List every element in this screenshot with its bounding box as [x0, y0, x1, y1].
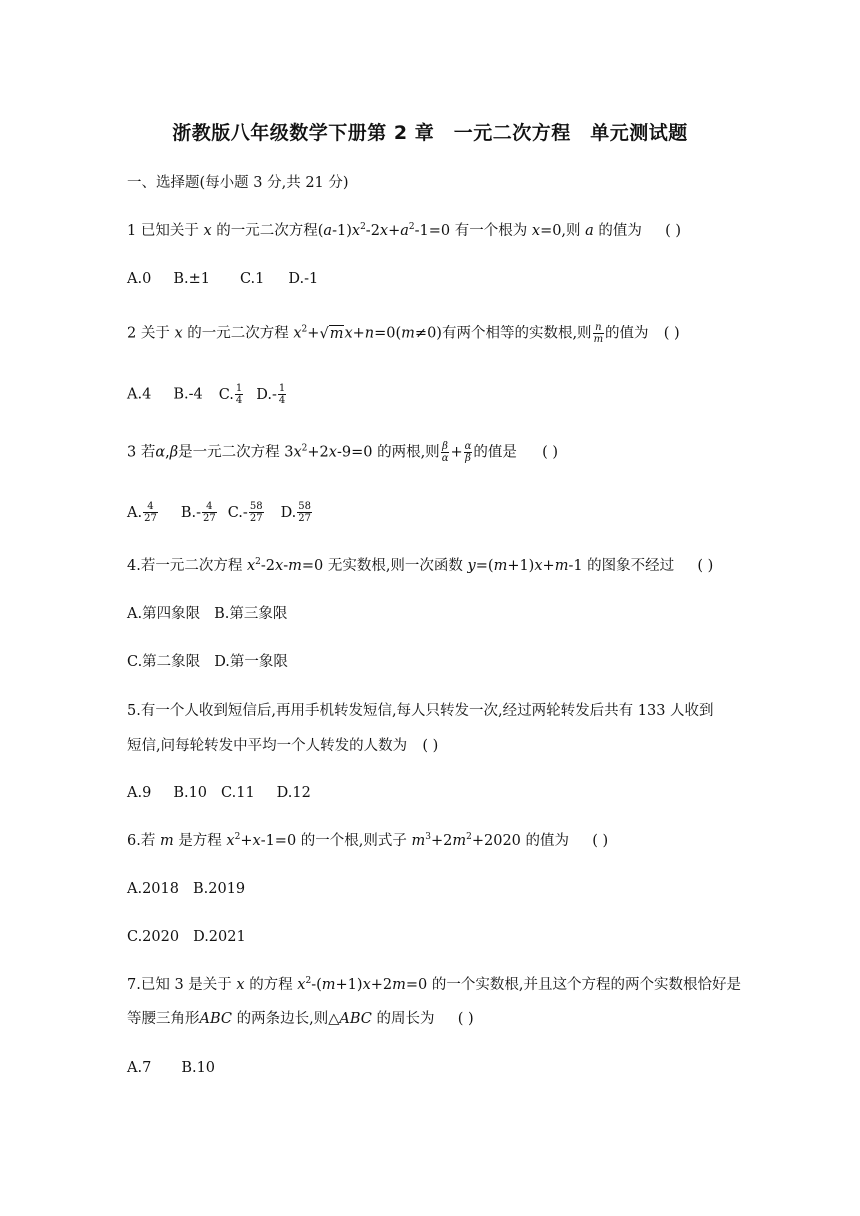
fraction-alpha-over-beta: $\frac{\alpha}{\beta}$ — [464, 441, 472, 464]
answer-paren: ( ) — [422, 738, 439, 754]
section-heading: 一、选择题(每小题 3 分,共 21 分) — [127, 175, 349, 191]
option-b: B.第三象限 — [214, 606, 288, 622]
question-7-line1: 7.已知 3 是关于 x 的方程 $x^2-(m+1)x+2m=0$ 的一个实数根,并且这个方程的两个实数根恰好是 — [127, 976, 741, 993]
answer-paren: ( ) — [457, 1011, 474, 1027]
fraction-n-over-m: $\frac{n}{m}$ — [593, 322, 604, 345]
answer-paren: ( ) — [665, 223, 682, 239]
option-a: A.2018 — [127, 881, 179, 897]
option-b: B.-4 — [173, 386, 203, 403]
option-c: C.- $\frac{58}{27}$ — [227, 501, 263, 524]
question-6: 6.若 m 是方程 $x^2+x-1=0$ 的一个根,则式子 $m^3+2m^2+2020$ 的值为 ( ) — [127, 832, 609, 849]
option-d: D. $\frac{58}{27}$ — [280, 501, 312, 524]
question-1-options — [127, 268, 318, 290]
option-a: A. $\frac{4}{27}$ — [127, 501, 157, 524]
option-d: D.-1 — [288, 271, 319, 287]
option-a: A.4 — [127, 386, 152, 403]
question-2: 2 关于 x 的一元二次方程 $x^2+√mx+n=0(m\ne 0)$有两个相等的实数根,则 $\frac{n}{m}$ 的值为 ( ) — [127, 322, 680, 345]
option-d: D.12 — [276, 785, 311, 801]
option-b: B.±1 — [173, 271, 210, 287]
answer-paren: ( ) — [663, 325, 680, 342]
option-c: C. $\frac{1}{4}$ — [218, 383, 243, 406]
option-b: B.10 — [181, 1060, 216, 1076]
question-4: 4.若一元二次方程 $x^2-2x-m=0$ 无实数根,则一次函数 y=(m+1)x+m-1 的图象不经过 ( ) — [127, 557, 714, 574]
question-2-options — [127, 383, 287, 406]
option-c: C.1 — [239, 271, 265, 287]
page-title: 浙教版八年级数学下册第 2 章 一元二次方程 单元测试题 — [172, 122, 688, 144]
question-5-options — [127, 782, 311, 804]
answer-paren: ( ) — [697, 558, 714, 574]
fraction-beta-over-alpha: $\frac{\beta}{\alpha}$ — [441, 441, 449, 464]
option-a: A.0 — [127, 271, 152, 287]
question-7-line2: 等腰三角形ABC 的两条边长,则△ABC 的周长为 ( ) — [127, 1011, 474, 1027]
answer-paren: ( ) — [542, 444, 559, 461]
option-c: C.第二象限 — [127, 654, 201, 670]
question-1: 1 已知关于 x 的一元二次方程$(a-1)x^2-2x+a^2-1=0$ 有一个根为 x=0,则 a 的值为 ( ) — [127, 222, 682, 239]
question-3-options — [127, 501, 313, 524]
answer-paren: ( ) — [592, 833, 609, 849]
question-6-options-row1 — [127, 878, 245, 900]
option-b: B.- $\frac{4}{27}$ — [180, 501, 216, 524]
option-b: B.10 — [173, 785, 208, 801]
option-a: A.9 — [127, 785, 152, 801]
question-4-options-row2 — [127, 651, 288, 673]
option-d: D.2021 — [193, 929, 246, 945]
question-4-options-row1 — [127, 603, 287, 625]
option-b: B.2019 — [192, 881, 246, 897]
question-5-line2: 短信,问每轮转发中平均一个人转发的人数为 ( ) — [127, 738, 439, 754]
question-5-line1: 5.有一个人收到短信后,再用手机转发短信,每人只转发一次,经过两轮转发后共有 133 人收到 — [127, 703, 714, 719]
question-3: 3 若α,β是一元二次方程 $3x^2+2x-9=0$ 的两根,则 $\frac{\beta}{\alpha}$ + $\frac{\alpha}{\beta}$ 的值是 ( ) — [127, 441, 559, 464]
sqrt-m: √m — [319, 325, 344, 342]
option-d: D.第一象限 — [214, 654, 288, 670]
question-7-options — [127, 1057, 215, 1079]
option-d: D.- $\frac{1}{4}$ — [256, 383, 286, 406]
option-a: A.第四象限 — [127, 606, 201, 622]
option-c: C.11 — [221, 785, 255, 801]
question-6-options-row2 — [127, 926, 246, 948]
option-a: A.7 — [127, 1060, 152, 1076]
option-c: C.2020 — [127, 929, 180, 945]
